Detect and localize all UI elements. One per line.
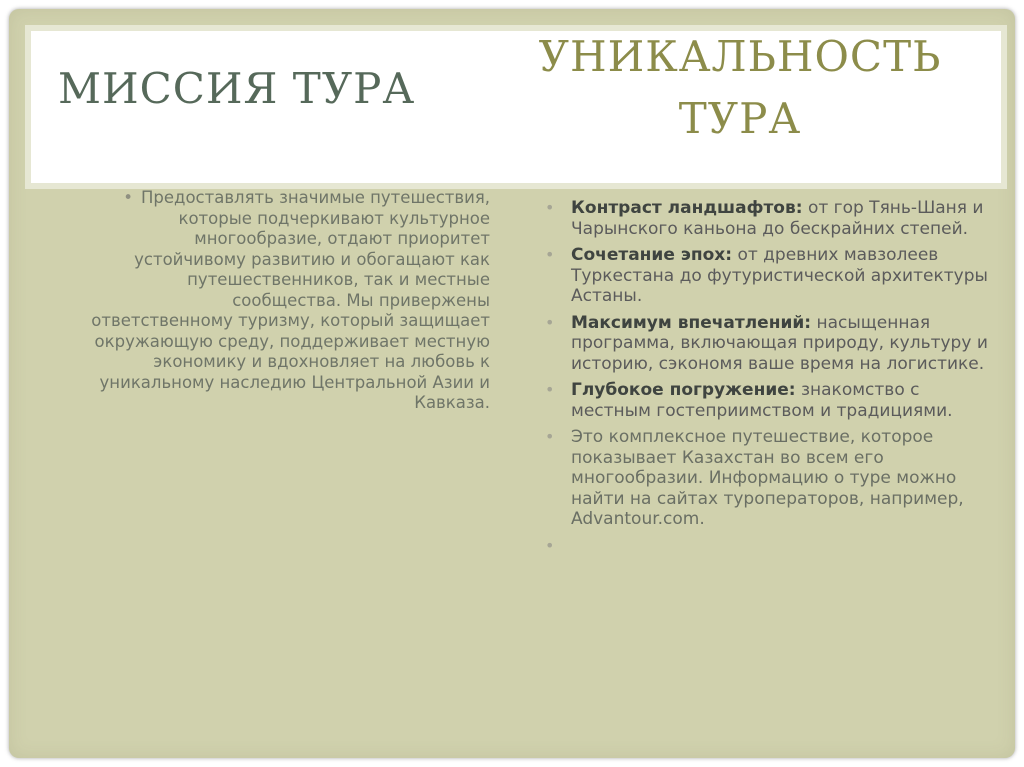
item-label: Глубокое погружение: (571, 380, 796, 400)
bullet-icon: • (123, 188, 133, 207)
bullet-icon: • (545, 427, 555, 446)
closing-text: Это комплексное путешествие, которое показывает Казахстан во всем его многообразии. Информацию о туре можно найти на сайтах туроператоров, например, Advantour.com. (571, 427, 964, 529)
list-item (545, 380, 990, 421)
list-item-empty (545, 536, 990, 557)
uniqueness-title: УНИКАЛЬНОСТЬ ТУРА (538, 32, 942, 143)
mission-title: МИССИЯ ТУРА (58, 64, 416, 113)
uniqueness-list (545, 198, 990, 562)
item-text: насыщенная программа, включающая природу, культуру и историю, сэкономя ваше время на логистике. (571, 312, 988, 374)
item-text: от гор Тянь-Шаня и Чарынского каньона до бескрайних степей. (571, 198, 984, 239)
bullet-icon: • (545, 312, 555, 332)
item-label: Контраст ландшафтов: (571, 198, 803, 218)
list-item (545, 427, 990, 530)
list-item (545, 198, 990, 239)
item-label: Сочетание эпох: (571, 245, 733, 265)
item-label: Максимум впечатлений: (571, 312, 812, 333)
list-item (545, 245, 990, 307)
bullet-icon: • (545, 535, 555, 555)
list-item (545, 313, 990, 375)
bullet-icon: • (545, 198, 555, 217)
bullet-icon: • (545, 380, 555, 399)
bullet-icon: • (545, 245, 555, 264)
mission-text: Предоставлять значимые путешествия, которые подчеркивают культурное многообразие, отдают приоритет устойчивому развитию и обогащают как путешественников, так и местные сообщества. Мы привержены ответственному туризму, который защищает окружающую среду, поддерживает местную экономику и вдохновляет на любовь к уникальному наследию Центральной Азии и Кавказа. (91, 188, 490, 412)
mission-text-block (90, 188, 490, 414)
item-text: от древних мавзолеев Туркестана до футуристической архитектуры Астаны. (571, 245, 988, 306)
item-text: знакомство с местным гостеприимством и традициями. (571, 380, 953, 421)
